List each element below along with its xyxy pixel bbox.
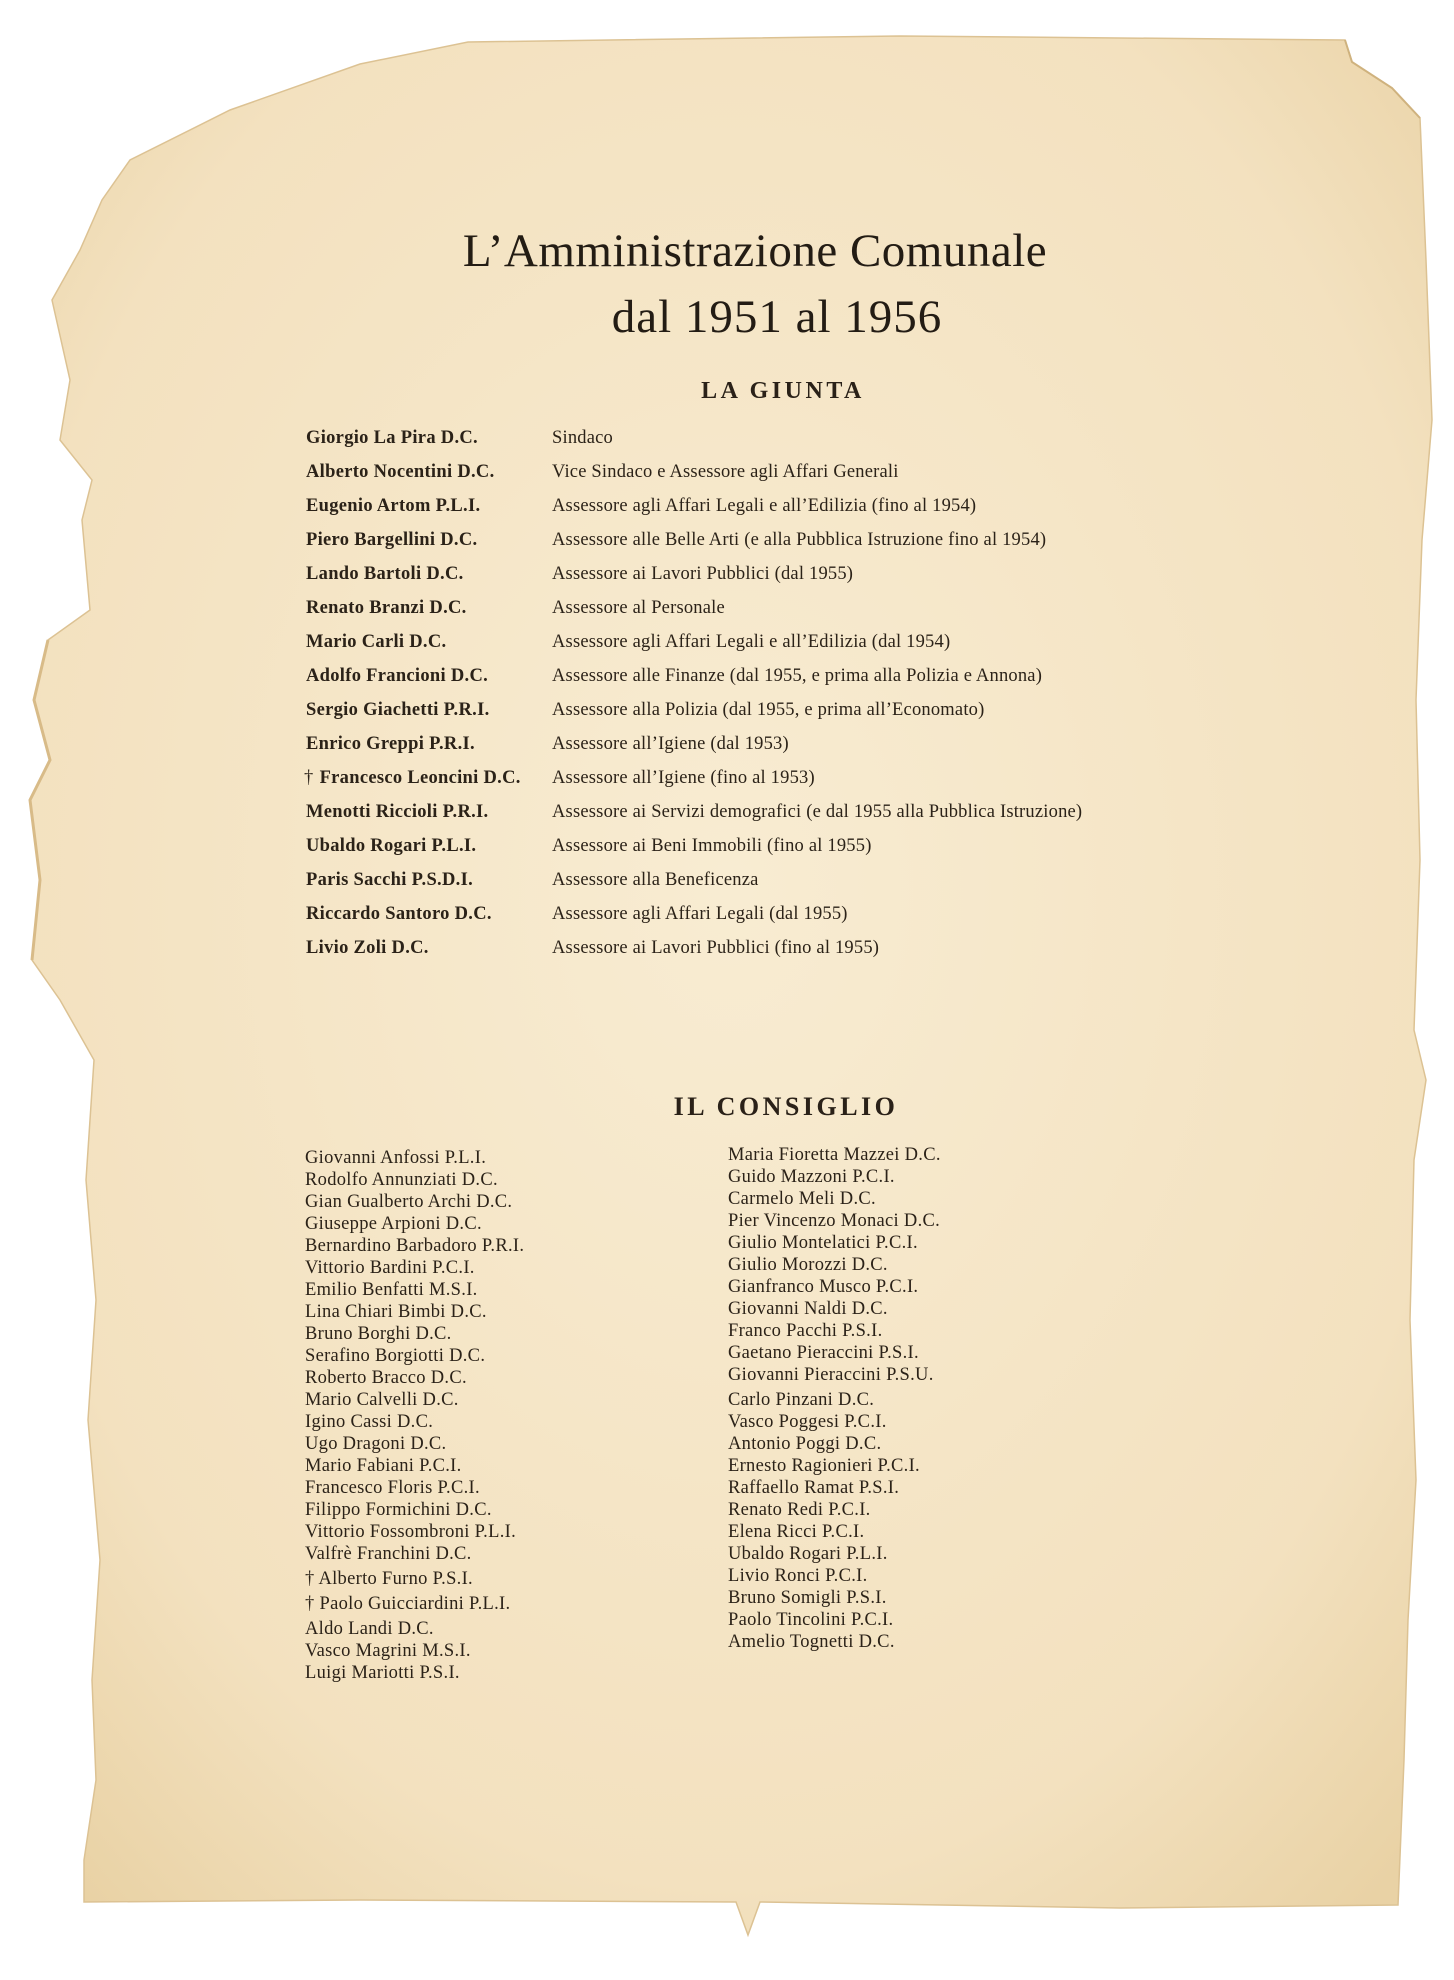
giunta-member-name — [306, 801, 592, 823]
consiglio-member: Renato Redi P.C.I. — [728, 1500, 871, 1520]
consiglio-member: Lina Chiari Bimbi D.C. — [305, 1302, 487, 1322]
consiglio-member: Emilio Benfatti M.S.I. — [305, 1280, 478, 1300]
giunta-member-role: Assessore all’Igiene (dal 1953) — [552, 734, 789, 754]
giunta-member-name — [306, 937, 592, 959]
consiglio-member: Filippo Formichini D.C. — [305, 1500, 492, 1520]
giunta-row — [306, 461, 1126, 483]
consiglio-member: † Paolo Guicciardini P.L.I. — [305, 1594, 511, 1614]
consiglio-member: Livio Ronci P.C.I. — [728, 1566, 868, 1586]
giunta-member-role: Vice Sindaco e Assessore agli Affari Generali — [552, 462, 899, 482]
consiglio-member: Pier Vincenzo Monaci D.C. — [728, 1211, 941, 1231]
giunta-row — [306, 597, 1126, 619]
giunta-member-name-text: Lando Bartoli D.C. — [306, 564, 464, 584]
giunta-member-role: Assessore al Personale — [552, 598, 725, 618]
giunta-member-name — [306, 427, 592, 449]
giunta-member-name — [306, 733, 592, 755]
consiglio-member: Gianfranco Musco P.C.I. — [728, 1277, 919, 1297]
giunta-member-name-text: Mario Carli D.C. — [306, 632, 447, 652]
giunta-member-role: Assessore ai Lavori Pubblici (fino al 1955) — [552, 938, 880, 958]
giunta-member-role: Assessore agli Affari Legali (dal 1955) — [552, 904, 848, 924]
consiglio-member: Franco Pacchi P.S.I. — [728, 1321, 883, 1341]
giunta-row — [306, 869, 1126, 891]
giunta-member-name-text: Paris Sacchi P.S.D.I. — [306, 870, 473, 890]
giunta-member-name — [306, 563, 592, 585]
giunta-member-name — [306, 767, 592, 789]
giunta-member-name — [306, 461, 592, 483]
consiglio-member: Ubaldo Rogari P.L.I. — [728, 1544, 888, 1564]
consiglio-member: Aldo Landi D.C. — [305, 1619, 434, 1639]
giunta-member-role: Assessore ai Beni Immobili (fino al 1955) — [552, 836, 872, 856]
giunta-member-name — [306, 835, 592, 857]
giunta-row — [306, 801, 1126, 823]
deceased-cross-icon: † — [304, 768, 314, 788]
giunta-member-name-text: Renato Branzi D.C. — [306, 598, 467, 618]
giunta-member-role: Assessore agli Affari Legali e all’Edilizia (dal 1954) — [552, 632, 951, 652]
consiglio-member: Vasco Poggesi P.C.I. — [728, 1412, 887, 1432]
consiglio-member: Amelio Tognetti D.C. — [728, 1632, 895, 1652]
giunta-row — [306, 665, 1126, 687]
consiglio-member: Maria Fioretta Mazzei D.C. — [728, 1145, 941, 1165]
consiglio-member: Paolo Tincolini P.C.I. — [728, 1610, 894, 1630]
giunta-member-role: Assessore alle Finanze (dal 1955, e prima alla Polizia e Annona) — [552, 666, 1043, 686]
giunta-member-name — [306, 869, 592, 891]
giunta-member-role: Assessore ai Lavori Pubblici (dal 1955) — [552, 564, 854, 584]
giunta-row — [306, 733, 1126, 755]
consiglio-member: Antonio Poggi D.C. — [728, 1434, 882, 1454]
giunta-member-name — [306, 699, 592, 721]
consiglio-column-right — [728, 1144, 1028, 1653]
giunta-row — [306, 767, 1126, 789]
giunta-member-name — [306, 665, 592, 687]
consiglio-member: Vasco Magrini M.S.I. — [305, 1641, 471, 1661]
consiglio-member: Guido Mazzoni P.C.I. — [728, 1167, 895, 1187]
consiglio-member: Vittorio Fossombroni P.L.I. — [305, 1522, 517, 1542]
giunta-member-role: Assessore ai Servizi demografici (e dal 1955 alla Pubblica Istruzione) — [552, 802, 1083, 822]
giunta-member-role: Assessore alla Polizia (dal 1955, e prima all’Economato) — [552, 700, 985, 720]
giunta-member-role: Assessore alla Beneficenza — [552, 870, 759, 890]
giunta-row — [306, 835, 1126, 857]
giunta-member-name-text: Sergio Giachetti P.R.I. — [306, 700, 490, 720]
consiglio-member: Giulio Montelatici P.C.I. — [728, 1233, 918, 1253]
giunta-member-name-text: Menotti Riccioli P.R.I. — [306, 802, 489, 822]
consiglio-member: Igino Cassi D.C. — [305, 1412, 434, 1432]
consiglio-member: Ugo Dragoni D.C. — [305, 1434, 447, 1454]
consiglio-member: Giulio Morozzi D.C. — [728, 1255, 888, 1275]
giunta-list — [306, 427, 1126, 971]
giunta-member-name-text: Riccardo Santoro D.C. — [306, 904, 492, 924]
giunta-member-role: Sindaco — [552, 428, 614, 448]
consiglio-member: Gian Gualberto Archi D.C. — [305, 1192, 513, 1212]
giunta-row — [306, 563, 1126, 585]
giunta-row — [306, 937, 1126, 959]
consiglio-member: Serafino Borgiotti D.C. — [305, 1346, 486, 1366]
giunta-member-name-text: Eugenio Artom P.L.I. — [306, 496, 481, 516]
giunta-member-role: Assessore alle Belle Arti (e alla Pubblica Istruzione fino al 1954) — [552, 530, 1047, 550]
consiglio-member: Bruno Somigli P.S.I. — [728, 1588, 887, 1608]
consiglio-member: Mario Fabiani P.C.I. — [305, 1456, 462, 1476]
consiglio-member: Roberto Bracco D.C. — [305, 1368, 467, 1388]
giunta-row — [306, 699, 1126, 721]
consiglio-member: Luigi Mariotti P.S.I. — [305, 1663, 460, 1683]
giunta-row — [306, 427, 1126, 449]
consiglio-member: † Alberto Furno P.S.I. — [305, 1569, 473, 1589]
giunta-member-name — [306, 529, 592, 551]
giunta-member-name-text: Giorgio La Pira D.C. — [306, 428, 478, 448]
giunta-member-name-text: Livio Zoli D.C. — [306, 938, 429, 958]
giunta-member-name — [306, 631, 592, 653]
page-subtitle-years: dal 1951 al 1956 — [611, 291, 943, 343]
giunta-row — [306, 495, 1126, 517]
giunta-member-name-text: Piero Bargellini D.C. — [306, 530, 478, 550]
consiglio-member: Gaetano Pieraccini P.S.I. — [728, 1343, 919, 1363]
giunta-member-role: Assessore all’Igiene (fino al 1953) — [552, 768, 815, 788]
consiglio-member: Giovanni Anfossi P.L.I. — [305, 1148, 487, 1168]
giunta-member-name — [306, 495, 592, 517]
consiglio-member: Giovanni Pieraccini P.S.U. — [728, 1365, 934, 1385]
giunta-heading: LA GIUNTA — [701, 378, 865, 404]
giunta-row — [306, 631, 1126, 653]
giunta-member-name — [306, 597, 592, 619]
giunta-member-role: Assessore agli Affari Legali e all’Edilizia (fino al 1954) — [552, 496, 977, 516]
consiglio-member: Francesco Floris P.C.I. — [305, 1478, 480, 1498]
consiglio-member: Valfrè Franchini D.C. — [305, 1544, 472, 1564]
consiglio-member: Carmelo Meli D.C. — [728, 1189, 876, 1209]
giunta-member-name-text: Adolfo Francioni D.C. — [306, 666, 489, 686]
consiglio-column-left — [305, 1147, 605, 1684]
consiglio-heading: IL CONSIGLIO — [673, 1092, 899, 1121]
giunta-row — [306, 903, 1126, 925]
consiglio-member: Giuseppe Arpioni D.C. — [305, 1214, 482, 1234]
consiglio-member: Rodolfo Annunziati D.C. — [305, 1170, 498, 1190]
consiglio-member: Ernesto Ragionieri P.C.I. — [728, 1456, 920, 1476]
giunta-row — [306, 529, 1126, 551]
giunta-member-name-text: Ubaldo Rogari P.L.I. — [306, 836, 477, 856]
giunta-member-name-text: Alberto Nocentini D.C. — [306, 462, 495, 482]
consiglio-member: Giovanni Naldi D.C. — [728, 1299, 888, 1319]
consiglio-member: Raffaello Ramat P.S.I. — [728, 1478, 900, 1498]
consiglio-member: Carlo Pinzani D.C. — [728, 1390, 875, 1410]
page-title: L’Amministrazione Comunale — [462, 225, 1048, 277]
giunta-member-name — [306, 903, 592, 925]
consiglio-member: Vittorio Bardini P.C.I. — [305, 1258, 475, 1278]
giunta-member-name-text: Francesco Leoncini D.C. — [319, 768, 521, 788]
consiglio-member: Elena Ricci P.C.I. — [728, 1522, 865, 1542]
consiglio-member: Mario Calvelli D.C. — [305, 1390, 459, 1410]
consiglio-member: Bruno Borghi D.C. — [305, 1324, 452, 1344]
giunta-member-name-text: Enrico Greppi P.R.I. — [306, 734, 475, 754]
consiglio-member: Bernardino Barbadoro P.R.I. — [305, 1236, 525, 1256]
